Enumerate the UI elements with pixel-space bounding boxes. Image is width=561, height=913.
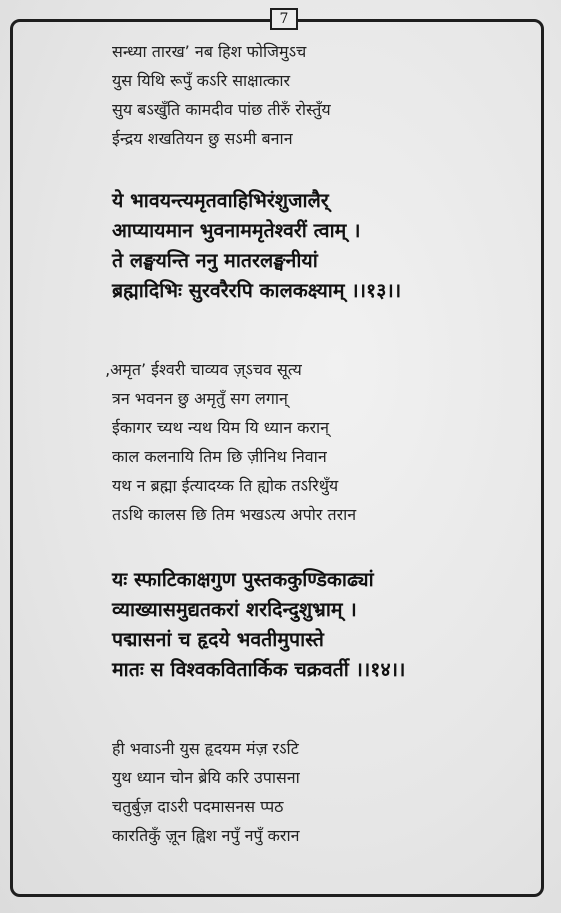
verse-line: युस यिथि रूपुँ कऽरि साक्षात्कार	[112, 71, 291, 90]
verse-line: ही भवाऽनी युस हृदयम मंज़ रऽटि	[112, 739, 299, 758]
verse-line: सुय बऽखुँति कामदीव पांछ तीरुँ रोस्तुँय	[112, 100, 331, 119]
shloka-line: यः स्फाटिकाक्षगुण पुस्तककुण्डिकाढ्यां	[112, 568, 374, 591]
shloka-line: पद्मासनां च हृदये भवतीमुपास्ते	[112, 628, 324, 651]
verse-line: ‚अमृत’ ईश्वरी चाव्यव ज़्ऽचव सूत्य	[105, 360, 302, 379]
kashmiri-verse-12	[112, 37, 331, 153]
verse-line: यथ न ब्रह्मा ईत्यादय्क ति ह्योक तऽरिथुँय	[112, 476, 339, 495]
shloka-line: व्याख्यासमुद्यतकरां शरदिन्दुशुभ्राम् ।	[112, 598, 357, 621]
verse-line: सन्ध्या तारख’ नब हिश फोजिमुऽच	[112, 42, 307, 61]
shloka-line: ब्रह्मादिभिः सुरवरैरपि कालकक्ष्याम् ।।१३।।	[112, 279, 402, 302]
kashmiri-verse-13	[105, 355, 357, 529]
verse-line: कारतिकुँ ज़ून ह्विश नपुँ नपुँ करान	[112, 826, 300, 845]
verse-line: तऽथि कालस छि तिम भखऽत्य अपोर तरान	[112, 505, 357, 524]
verse-line: युथ ध्यान चोन ब्रेयि करि उपासना	[112, 768, 300, 787]
verse-line: त्रन भवनन छु अमृतुँ सग लगान्	[112, 389, 288, 408]
shloka-line: ये भावयन्त्यमृतवाहिभिरंशुजालैर्	[112, 189, 329, 212]
sanskrit-shloka-14	[112, 565, 405, 685]
verse-line: ईकागर च्यथ न्यथ यिम यि ध्यान करान्	[112, 418, 330, 437]
sanskrit-shloka-13	[112, 186, 401, 306]
kashmiri-verse-14	[112, 734, 300, 850]
page-number: 7	[270, 8, 298, 30]
shloka-line: आप्यायमान भुवनाममृतेश्वरीं त्वाम् ।	[112, 219, 361, 242]
shloka-line: मातः स विश्वकवितार्किक चक्रवर्ती ।।१४।।	[112, 658, 406, 681]
verse-line: ईन्द्रय शखतियन छु सऽमी बनान	[112, 129, 293, 148]
shloka-line: ते लङ्घयन्ति ननु मातरलङ्घनीयां	[112, 249, 318, 272]
verse-line: काल कलनायि तिम छि ज़ीनिथ निवान	[112, 447, 327, 466]
verse-line: चतुर्बुज़ दाऽरी पदमासनस प्पठ	[112, 797, 284, 816]
